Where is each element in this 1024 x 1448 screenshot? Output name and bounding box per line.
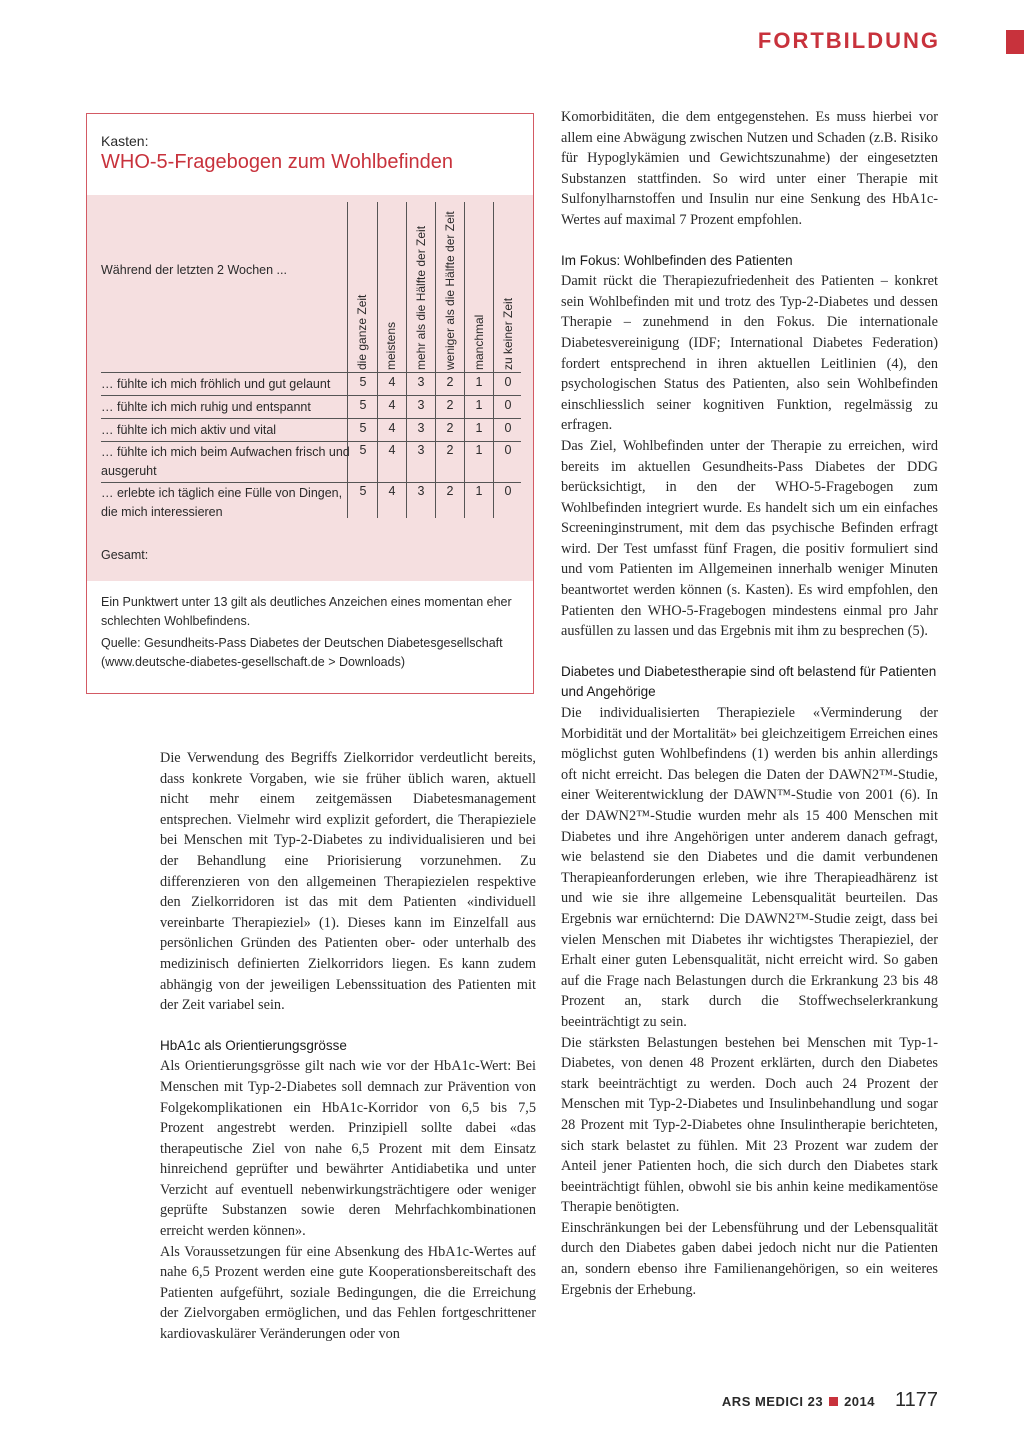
- subheading: Diabetes und Diabetestherapie sind oft belastend für Patienten und Angehörige: [561, 663, 937, 700]
- paragraph: Die stärksten Belastungen bestehen bei Menschen mit Typ-1-Diabetes, von denen 48 Prozent erklärten, durch den Diabetes stark beeinträchtigt zu werden. Doch auch 24 Prozent der Menschen mit Typ-2-Diabetes und Insulinbehandlung und sogar 28 Prozent mit Typ-2-Diabetes ohne Insulintherapie berichteten, sich stark belastet zu fühlen. Mit 23 Prozent war zudem der Anteil jener Patienten hoch, die sich durch den Diabetes stark beeinträchtigt fühlen, obwohl sie bis anhin keine medikamentöse Therapie benötigten.: [561, 1034, 938, 1216]
- page-number: 1177: [894, 1389, 938, 1411]
- score-cell: 5: [359, 398, 367, 412]
- row-divider: [101, 482, 521, 483]
- score-cell: 0: [504, 421, 512, 435]
- paragraph: Die Verwendung des Begriffs Zielkorridor verdeutlicht bereits, dass konkrete Vorgaben, wie sie früher üblich waren, aktuell nicht mehr einem zeitgemässen Diabetesmanagement entsprechen. Vielmehr wird explizit gefordert, die Therapieziele bei Menschen mit Typ-2-Diabetes zu individualisieren und bei der Behandlung eine Priorisierung vorzunehmen. Zu differenzieren von den allgemeinen Therapiezielen respektive den Zielkorridoren ist das mit dem Patienten «individuell vereinbarte Therapieziel» (1). Dieses kann im Einzelfall aus persönlichen Gründen des Patienten ober- oder unterhalb des medizinisch definierten Zielkorridors liegen. Es kann zudem abhängig von der jeweiligen Lebenssituation des Patienten mit der Zeit variabel sein.: [160, 750, 536, 1014]
- score-cell: 2: [446, 484, 454, 498]
- section-marker: [1006, 30, 1024, 54]
- score-cell: 5: [359, 421, 367, 435]
- question-text: … erlebte ich täglich eine Fülle von Dingen, die mich interessieren: [101, 486, 343, 519]
- grid-line: [464, 202, 465, 518]
- score-cell: 1: [475, 421, 483, 435]
- column-header: zu keiner Zeit: [501, 297, 515, 370]
- question-text: … fühlte ich mich fröhlich und gut gelaunt: [101, 377, 331, 391]
- score-cell: 1: [475, 398, 483, 412]
- score-cell: 4: [388, 484, 396, 498]
- column-header: weniger als die Hälfte der Zeit: [443, 211, 457, 370]
- row-divider: [101, 441, 521, 442]
- score-cell: 4: [388, 398, 396, 412]
- paragraph: Komorbiditäten, die dem entgegenstehen. Es muss hierbei vor allem eine Abwägung zwischen Nutzen und Schaden (z.B. Risiko für Hypoglykämien und Gewichtszunahme) der eingesetzten Substanzen stattfinden. So wird unter einer Therapie mit Sulfonylharnstoffen und Insulin nur eine Senkung des HbA1c-Wertes auf maximal 7 Prozent empfohlen.: [561, 109, 938, 228]
- paragraph: Das Ziel, Wohlbefinden unter der Therapie zu erreichen, wird bereits im aktuellen Gesundheits-Pass Diabetes der DDG berücksichtigt, in den der WHO-5-Fragebogen zum Wohlbefinden integriert wurde. Es handelt sich um ein einfaches Screeninginstrument, mit dem das psychische Befinden erfragt wird. Der Test umfasst fünf Fragen, die positiv formuliert sind und vom Patienten im Allgemeinen innerhalb weniger Minuten beantwortet werden können (s. Kasten). Es wird empfohlen, den Patienten den WHO-5-Fragebogen mindestens einmal pro Jahr ausfüllen zu lassen und das Ergebnis mit ihm zu besprechen (5).: [561, 437, 938, 640]
- row-divider: [101, 418, 521, 419]
- subheading: Im Fokus: Wohlbefinden des Patienten: [561, 252, 793, 268]
- right-text-column: [561, 107, 938, 1300]
- score-cell: 5: [359, 375, 367, 389]
- score-cell: 3: [417, 421, 425, 435]
- column-header: meistens: [384, 321, 398, 370]
- column-header: manchmal: [472, 314, 486, 370]
- grid-line: [435, 202, 436, 518]
- question-text: … fühlte ich mich aktiv und vital: [101, 423, 277, 437]
- score-cell: 1: [475, 375, 483, 389]
- grid-line: [493, 202, 494, 518]
- score-note: Ein Punktwert unter 13 gilt als deutliches Anzeichen eines momentan eher schlechten Wohlbefindens.: [101, 595, 512, 628]
- score-cell: 0: [504, 398, 512, 412]
- score-cell: 3: [417, 443, 425, 457]
- score-cell: 5: [359, 484, 367, 498]
- score-cell: 3: [417, 375, 425, 389]
- score-cell: 3: [417, 484, 425, 498]
- question-text: … fühlte ich mich ruhig und entspannt: [101, 400, 311, 414]
- score-cell: 2: [446, 398, 454, 412]
- section-title: FORTBILDUNG: [757, 28, 940, 53]
- score-cell: 4: [388, 443, 396, 457]
- score-cell: 0: [504, 484, 512, 498]
- question-text: … fühlte ich mich beim Aufwachen frisch und ausgeruht: [101, 445, 350, 478]
- issue-year: 2014: [844, 1394, 875, 1409]
- column-header: die ganze Zeit: [355, 294, 369, 370]
- total-label: Gesamt:: [101, 548, 149, 562]
- paragraph: Als Orientierungsgrösse gilt nach wie vor der HbA1c-Wert: Bei Menschen mit Typ-2-Diabetes soll demnach zur Prävention von Folgekomplikationen ein HbA1c-Korridor von 6,5 bis 7,5 Prozent angestrebt werden. Prinzipiell sollte dabei «das therapeutische Ziel von nahe 6,5 Prozent mit dem Einsatz hinreichend geprüfter und bewährter Antidiabetika und unter Verzicht auf eventuell nebenwirkungsträchtigere oder weniger geprüfte Substanzen sowie deren Mehrfachkombinationen erreicht werden können».: [160, 1058, 536, 1240]
- score-cell: 1: [475, 443, 483, 457]
- footer-square-icon: [829, 1397, 838, 1406]
- score-cell: 2: [446, 375, 454, 389]
- paragraph: Damit rückt die Therapiezufriedenheit des Patienten – konkret sein Wohlbefinden mit und trotz des Typ-2-Diabetes und dessen Therapie – zunehmend in den Fokus. Die internationale Diabetesvereinigung (IDF; International Diabetes Federation) fordert entsprechend in ihren aktuellen Leitlinien (4), den psychologischen Status des Patienten, also sein Wohlbefinden einschliesslich seiner kognitiven Funktion, regelmässig zu erfragen.: [561, 273, 938, 434]
- paragraph: Einschränkungen bei der Lebensführung und der Lebensqualität durch den Diabetes gaben dabei jedoch nicht nur die Patienten an, sondern ebenso ihre Familienangehörigen, so ein weiteres Ergebnis der Erhebung.: [561, 1219, 938, 1298]
- score-cell: 0: [504, 443, 512, 457]
- box-kicker: Kasten:: [101, 133, 149, 149]
- magazine-issue: ARS MEDICI 23: [721, 1394, 824, 1409]
- questionnaire-intro: Während der letzten 2 Wochen ...: [101, 263, 287, 277]
- left-text-column: [160, 748, 536, 1345]
- row-divider: [101, 395, 521, 396]
- score-cell: 4: [388, 421, 396, 435]
- paragraph: Als Voraussetzungen für eine Absenkung des HbA1c-Wertes auf nahe 6,5 Prozent werden eine gute Kooperationsbereitschaft des Patienten aufgeführt, soziale Bedingungen, die die Erreichung der Zielvorgaben ermöglichen, und das Fehlen fortgeschrittener kardiovaskulärer Veränderungen oder von: [160, 1243, 536, 1343]
- score-cell: 2: [446, 421, 454, 435]
- column-header: mehr als die Hälfte der Zeit: [414, 225, 428, 370]
- score-cell: 2: [446, 443, 454, 457]
- grid-line: [406, 202, 407, 518]
- score-cell: 5: [359, 443, 367, 457]
- grid-line: [377, 202, 378, 518]
- box-title: WHO-5-Fragebogen zum Wohlbefinden: [101, 151, 454, 173]
- page-footer: [722, 1389, 938, 1412]
- subheading: HbA1c als Orientierungsgrösse: [160, 1037, 347, 1053]
- paragraph: Die individualisierten Therapieziele «Verminderung der Morbidität und der Mortalität» bei gleichzeitigem Erreichen eines möglichst guten Wohlbefindens (1) werden bis anhin allerdings oft nicht erreicht. Das belegen die Daten der DAWN2™-Studie, einer Weiterentwicklung der DAWN™-Studie von 2001 (6). In der DAWN2™-Studie wurden mehr als 15 400 Menschen mit Diabetes und ihre Angehörigen unter anderem danach gefragt, wie belastend sie den Diabetes und die damit verbundenen Therapieanforderungen erleben, wie ihre Therapieadhärenz ist und wie sie ihre allgemeine Lebensqualität beurteilen. Das Ergebnis war ernüchternd: Die DAWN2™-Studie zeigt, dass bei vielen Menschen mit Diabetes ihr wichtigstes Therapieziel, der Erhalt einer guten Lebensqualität, nicht erreicht wird. So gaben auf die Frage nach Belastungen durch die Erkrankung 23 bis 48 Prozent an, stark durch die Stoffwechselerkrankung beeinträchtigt zu sein.: [561, 705, 938, 1030]
- score-cell: 3: [417, 398, 425, 412]
- source-note: Quelle: Gesundheits-Pass Diabetes der Deutschen Diabetesgesellschaft (www.deutsche-diabetes-gesellschaft.de > Downloads): [101, 636, 503, 669]
- score-cell: 4: [388, 375, 396, 389]
- score-cell: 1: [475, 484, 483, 498]
- score-cell: 0: [504, 375, 512, 389]
- who5-box: [86, 113, 534, 694]
- row-divider: [101, 372, 521, 373]
